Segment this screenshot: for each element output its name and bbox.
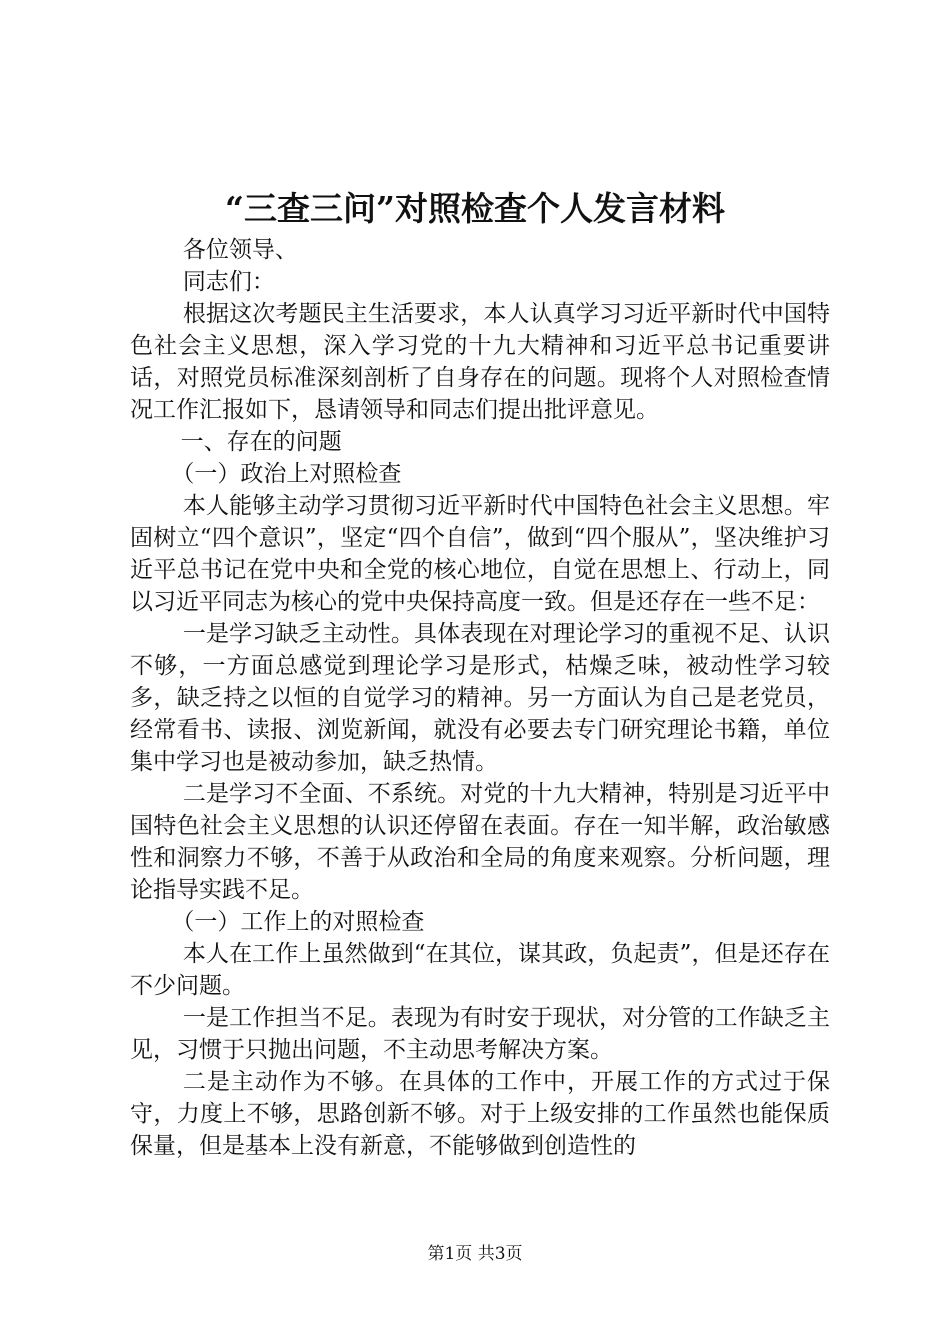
body-paragraph: 一是学习缺乏主动性。具体表现在对理论学习的重视不足、认识不够，一方面总感觉到理论学习是形式，枯燥乏味，被动性学习较多，缺乏持之以恒的自觉学习的精神。另一方面认为自己是老党员，经常看书、读报、浏览新闻，就没有必要去专门研究理论书籍，单位集中学习也是被动参加，缺乏热情。: [130, 621, 830, 775]
section-heading-problems: 一、存在的问题: [180, 429, 342, 455]
intro-paragraph: 根据这次考题民主生活要求，本人认真学习习近平新时代中国特色社会主义思想，深入学习党的十九大精神和习近平总书记重要讲话，对照党员标准深刻剖析了自身存在的问题。现将个人对照检查情况工作汇报如下，恳请领导和同志们提出批评意见。: [130, 301, 830, 423]
body-paragraph: 二是主动作为不够。在具体的工作中，开展工作的方式过于保守，力度上不够，思路创新不够。对于上级安排的工作虽然也能保质保量，但是基本上没有新意，不能够做到创造性的: [130, 1069, 830, 1159]
salutation-line-1: 各位领导、: [182, 237, 298, 263]
body-paragraph: 本人在工作上虽然做到“在其位，谋其政，负起责”，但是还存在不少问题。: [130, 941, 830, 999]
document-body: [130, 234, 830, 1162]
body-paragraph: 本人能够主动学习贯彻习近平新时代中国特色社会主义思想。牢固树立“四个意识”，坚定“四个自信”，做到“四个服从”，坚决维护习近平总书记在党中央和全党的核心地位，自觉在思想上、行动上，同以习近平同志为核心的党中央保持高度一致。但是还存在一些不足：: [130, 493, 830, 615]
page-footer: 第1页 共3页: [427, 1244, 523, 1264]
subsection-heading-work: （一）工作上的对照检查: [171, 909, 425, 935]
body-paragraph: 一是工作担当不足。表现为有时安于现状，对分管的工作缺乏主见，习惯于只抛出问题，不主动思考解决方案。: [130, 1005, 830, 1063]
subsection-heading-political: （一）政治上对照检查: [171, 461, 402, 487]
document-title: “三查三问”对照检查个人发言材料: [225, 189, 725, 228]
salutation-line-2: 同志们：: [182, 269, 275, 295]
body-paragraph: 二是学习不全面、不系统。对党的十九大精神，特别是习近平中国特色社会主义思想的认识还停留在表面。存在一知半解，政治敏感性和洞察力不够，不善于从政治和全局的角度来观察。分析问题，理论指导实践不足。: [130, 781, 830, 903]
